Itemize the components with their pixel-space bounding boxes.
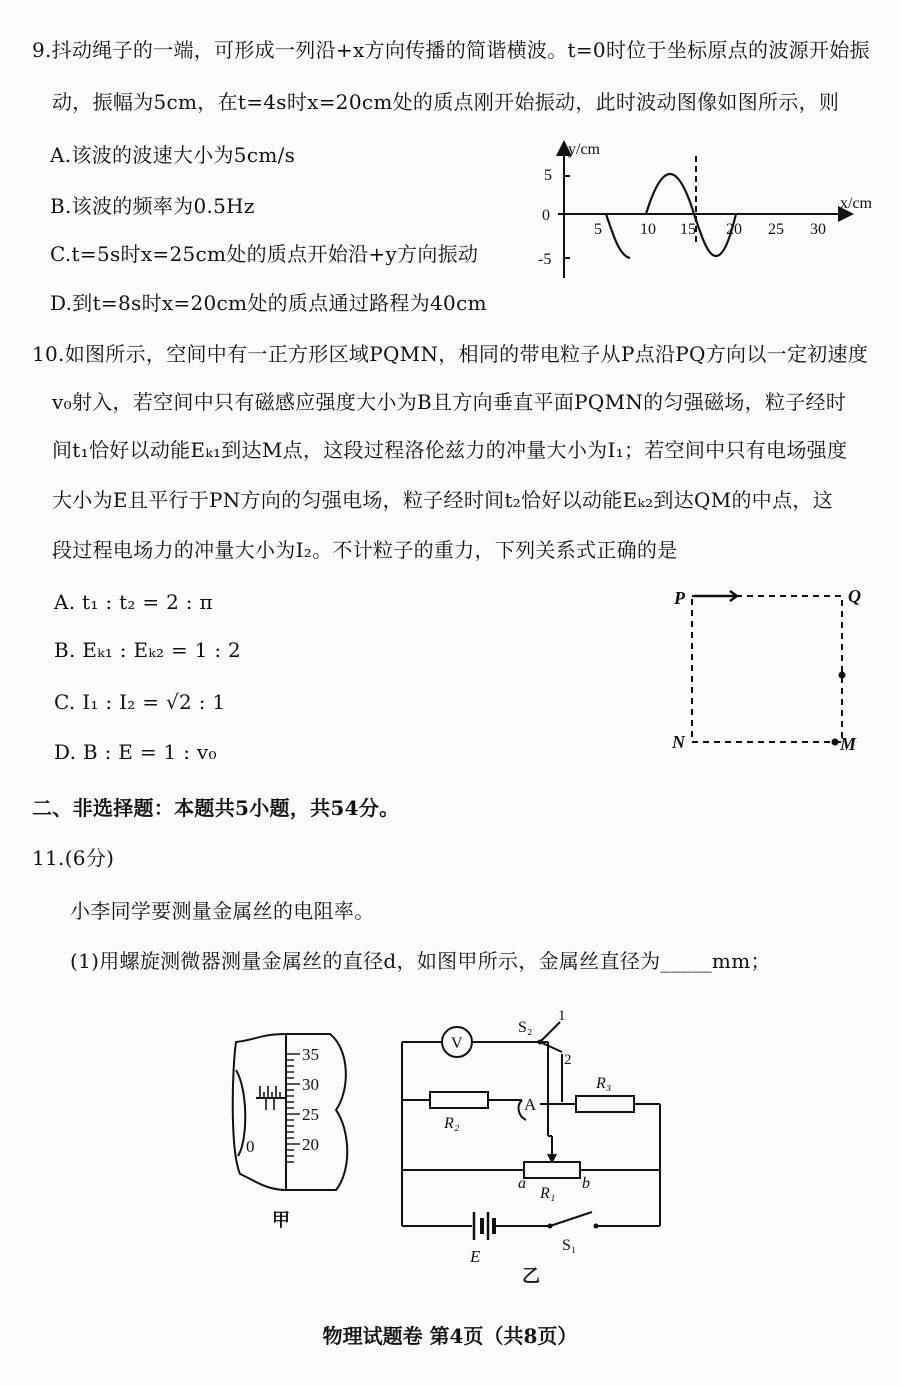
wave-y-neg: -5 bbox=[538, 251, 552, 268]
q10-stem-line2: v₀射入，若空间中只有磁感应强度大小为B且方向垂直平面PQMN的匀强磁场，粒子经时 bbox=[52, 390, 847, 414]
wave-ylabel: y/cm bbox=[568, 141, 600, 158]
q10-stem-line4: 大小为E且平行于PN方向的匀强电场，粒子经时间t₂恰好以动能Eₖ₂到达QM的中点，这 bbox=[52, 488, 833, 512]
q11-intro: 小李同学要测量金属丝的电阻率。 bbox=[70, 899, 375, 923]
label-m: M bbox=[840, 734, 857, 754]
wave-xlabel: x/cm bbox=[840, 195, 872, 212]
circuit-caption: 乙 bbox=[522, 1266, 540, 1286]
battery-label: E bbox=[470, 1247, 481, 1266]
square-diagram bbox=[660, 570, 880, 770]
voltmeter-label: V bbox=[451, 1035, 463, 1052]
switch-pos2: 2 bbox=[564, 1052, 572, 1068]
q9-option-c: C.t=5s时x=25cm处的质点开始沿+y方向振动 bbox=[50, 242, 479, 266]
micrometer-caption: 甲 bbox=[272, 1210, 290, 1230]
micrometer-tick: 25 bbox=[302, 1105, 319, 1124]
battery bbox=[474, 1212, 494, 1240]
wave-x-tick: 15 bbox=[680, 221, 696, 238]
ammeter-label: A bbox=[524, 1095, 537, 1114]
wave-x-tick: 5 bbox=[594, 221, 602, 238]
q10-option-c: C. I₁ : I₂ = √2 : 1 bbox=[54, 690, 226, 714]
q9-option-d: D.到t=8s时x=20cm处的质点通过路程为40cm bbox=[50, 291, 487, 315]
switch-pos1: 1 bbox=[558, 1008, 566, 1024]
q10-stem-line1: 10.如图所示，空间中有一正方形区域PQMN，相同的带电粒子从P点沿PQ方向以一定初速度 bbox=[32, 342, 869, 366]
q9-stem-line1: 9.抖动绳子的一端，可形成一列沿+x方向传播的简谐横波。t=0时位于坐标原点的波源开始振 bbox=[32, 38, 870, 62]
switch-s2-label: S₂ bbox=[518, 1019, 533, 1036]
circuit-diagram bbox=[390, 1008, 680, 1298]
q11-header: 11.(6分) bbox=[32, 846, 115, 870]
r2-label: R₂ bbox=[444, 1115, 460, 1132]
wave-x-ticks bbox=[594, 221, 826, 238]
wave-y-zero: 0 bbox=[542, 207, 550, 224]
wave-y-pos: 5 bbox=[544, 167, 552, 184]
resistor-r2 bbox=[430, 1092, 488, 1108]
q9-stem-line2: 动，振幅为5cm，在t=4s时x=20cm处的质点刚开始振动，此时波动图像如图所示，则 bbox=[52, 90, 840, 114]
velocity-arrow bbox=[694, 591, 737, 601]
switch-s1-label: S₁ bbox=[562, 1237, 577, 1254]
micrometer-tick: 20 bbox=[302, 1135, 319, 1154]
wave-x-tick: 30 bbox=[810, 221, 826, 238]
q11-part1: (1)用螺旋测微器测量金属丝的直径d，如图甲所示，金属丝直径为_____mm； bbox=[70, 949, 771, 973]
micrometer-thimble bbox=[233, 1034, 348, 1190]
q10-option-a: A. t₁ : t₂ = 2 : π bbox=[54, 590, 213, 614]
q10-stem-line5: 段过程电场力的冲量大小为I₂。不计粒子的重力，下列关系式正确的是 bbox=[52, 538, 678, 562]
q9-option-a: A.该波的波速大小为5cm/s bbox=[50, 143, 296, 167]
r3-label: R₃ bbox=[596, 1075, 612, 1092]
terminal-a: a bbox=[518, 1175, 526, 1192]
label-n: N bbox=[672, 732, 685, 752]
label-p: P bbox=[674, 588, 685, 608]
rheostat-r1 bbox=[524, 1162, 580, 1178]
terminal-b: b bbox=[582, 1175, 590, 1192]
square-region bbox=[692, 596, 842, 742]
micrometer-tick: 30 bbox=[302, 1075, 319, 1094]
q10-stem-line3: 间t₁恰好以动能Eₖ₁到达M点，这段过程洛伦兹力的冲量大小为I₁；若空间中只有电场强度 bbox=[52, 438, 848, 462]
q10-option-b: B. Eₖ₁ : Eₖ₂ = 1 : 2 bbox=[54, 638, 242, 662]
wave-curve bbox=[606, 174, 736, 258]
page-footer: 物理试题卷 第4页（共8页） bbox=[322, 1324, 578, 1348]
resistor-r3 bbox=[576, 1096, 634, 1112]
wave-graph bbox=[520, 138, 890, 288]
micrometer-tick: 35 bbox=[302, 1045, 319, 1064]
label-q: Q bbox=[848, 586, 861, 606]
section-title: 二、非选择题：本题共5小题，共54分。 bbox=[32, 796, 400, 820]
q9-option-b: B.该波的频率为0.5Hz bbox=[50, 194, 255, 218]
micrometer-zero: 0 bbox=[246, 1137, 255, 1156]
micrometer-figure bbox=[226, 1030, 356, 1230]
wave-x-tick: 25 bbox=[768, 221, 784, 238]
r1-label: R₁ bbox=[540, 1185, 556, 1202]
wave-x-tick: 20 bbox=[726, 221, 742, 238]
q10-option-d: D. B : E = 1 : v₀ bbox=[54, 740, 217, 764]
wave-x-tick: 10 bbox=[640, 221, 656, 238]
